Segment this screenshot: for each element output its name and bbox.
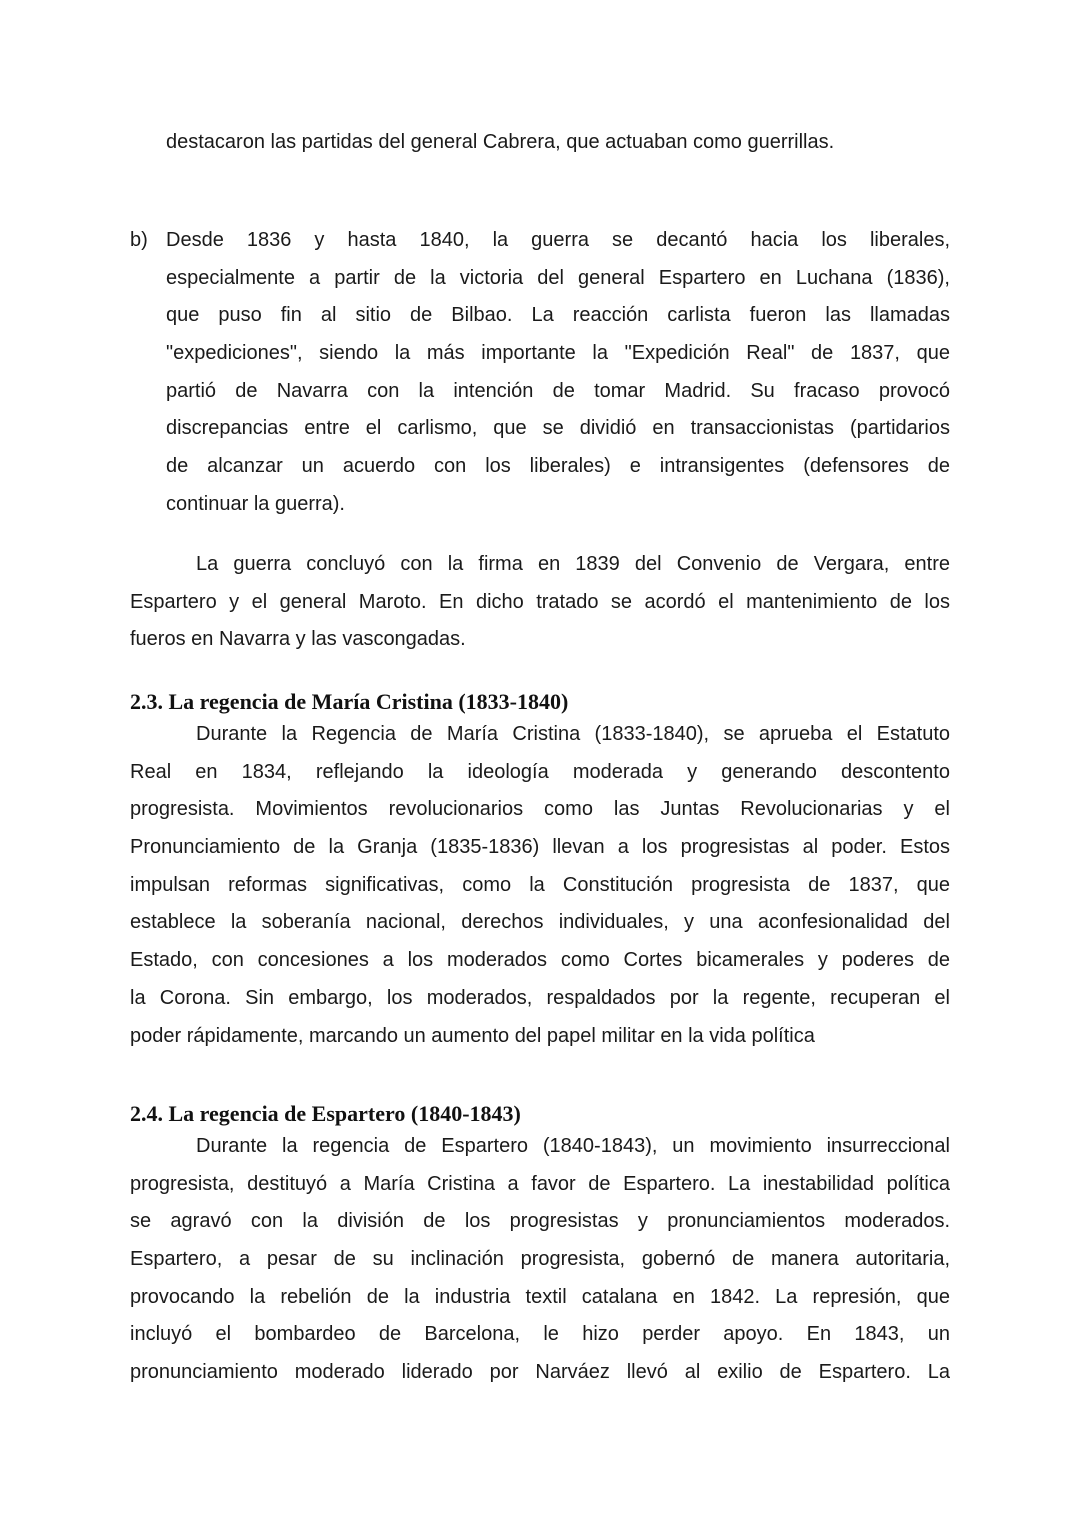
text-line: que puso fin al sitio de Bilbao. La reacción carlista fueron las llamadas [166, 304, 950, 327]
paragraph-espartero [130, 1128, 950, 1392]
text-line: incluyó el bombardeo de Barcelona, le hizo perder apoyo. En 1843, un [130, 1323, 950, 1346]
text-line: Durante la regencia de Espartero (1840-1843), un movimiento insurreccional [196, 1135, 950, 1157]
list-marker: b) [130, 229, 148, 251]
text-line: progresista. Movimientos revolucionarios como las Juntas Revolucionarias y el [130, 798, 950, 821]
paragraph-maria-cristina [130, 716, 950, 1055]
section-heading-2-4: 2.4. La regencia de Espartero (1840-1843) [130, 1101, 521, 1126]
text-line: Pronunciamiento de la Granja (1835-1836) llevan a los progresistas al poder. Estos [130, 836, 950, 859]
text-line: establece la soberanía nacional, derechos individuales, y una aconfesionalidad del [130, 911, 950, 934]
text-line: impulsan reformas significativas, como la Constitución progresista de 1837, que [130, 873, 950, 896]
text-line: poder rápidamente, marcando un aumento del papel militar en la vida política [130, 1024, 815, 1047]
text-line: Desde 1836 y hasta 1840, la guerra se decantó hacia los liberales, [166, 229, 950, 251]
text-line: Estado, con concesiones a los moderados como Cortes bicamerales y poderes de [130, 949, 950, 972]
text-line: fueros en Navarra y las vascongadas. [130, 628, 466, 651]
section-heading-2-3: 2.3. La regencia de María Cristina (1833-1840) [130, 689, 569, 714]
text-line: se agravó con la división de los progresistas y pronunciamientos moderados. [130, 1210, 950, 1233]
text-line: pronunciamiento moderado liderado por Narváez llevó al exilio de Espartero. La [130, 1361, 950, 1384]
paragraph-vergara [130, 546, 950, 659]
text-line: Espartero, a pesar de su inclinación progresista, gobernó de manera autoritaria, [130, 1248, 950, 1271]
text-line: provocando la rebelión de la industria textil catalana en 1842. La represión, que [130, 1285, 950, 1308]
text-line: partió de Navarra con la intención de tomar Madrid. Su fracaso provocó [166, 379, 950, 402]
text-line: La guerra concluyó con la firma en 1839 del Convenio de Vergara, entre [196, 553, 950, 575]
text-line: "expediciones", siendo la más importante la "Expedición Real" de 1837, que [166, 342, 950, 365]
text-line: Durante la Regencia de María Cristina (1833-1840), se aprueba el Estatuto [196, 723, 950, 745]
text-line: progresista, destituyó a María Cristina a favor de Espartero. La inestabilidad política [130, 1172, 950, 1195]
text-line: especialmente a partir de la victoria del general Espartero en Luchana (1836), [166, 266, 950, 289]
list-item-b [130, 222, 950, 524]
text-line: de alcanzar un acuerdo con los liberales) e intransigentes (defensores de [166, 455, 950, 478]
text-line: la Corona. Sin embargo, los moderados, respaldados por la regente, recuperan el [130, 986, 950, 1009]
text-line: discrepancias entre el carlismo, que se dividió en transaccionistas (partidarios [166, 417, 950, 440]
paragraph-continuation [130, 124, 950, 162]
text-line: Espartero y el general Maroto. En dicho tratado se acordó el mantenimiento de los [130, 590, 950, 613]
text-line: Real en 1834, reflejando la ideología moderada y generando descontento [130, 760, 950, 783]
text-line: destacaron las partidas del general Cabrera, que actuaban como guerrillas. [166, 131, 835, 153]
text-line: continuar la guerra). [166, 492, 345, 515]
